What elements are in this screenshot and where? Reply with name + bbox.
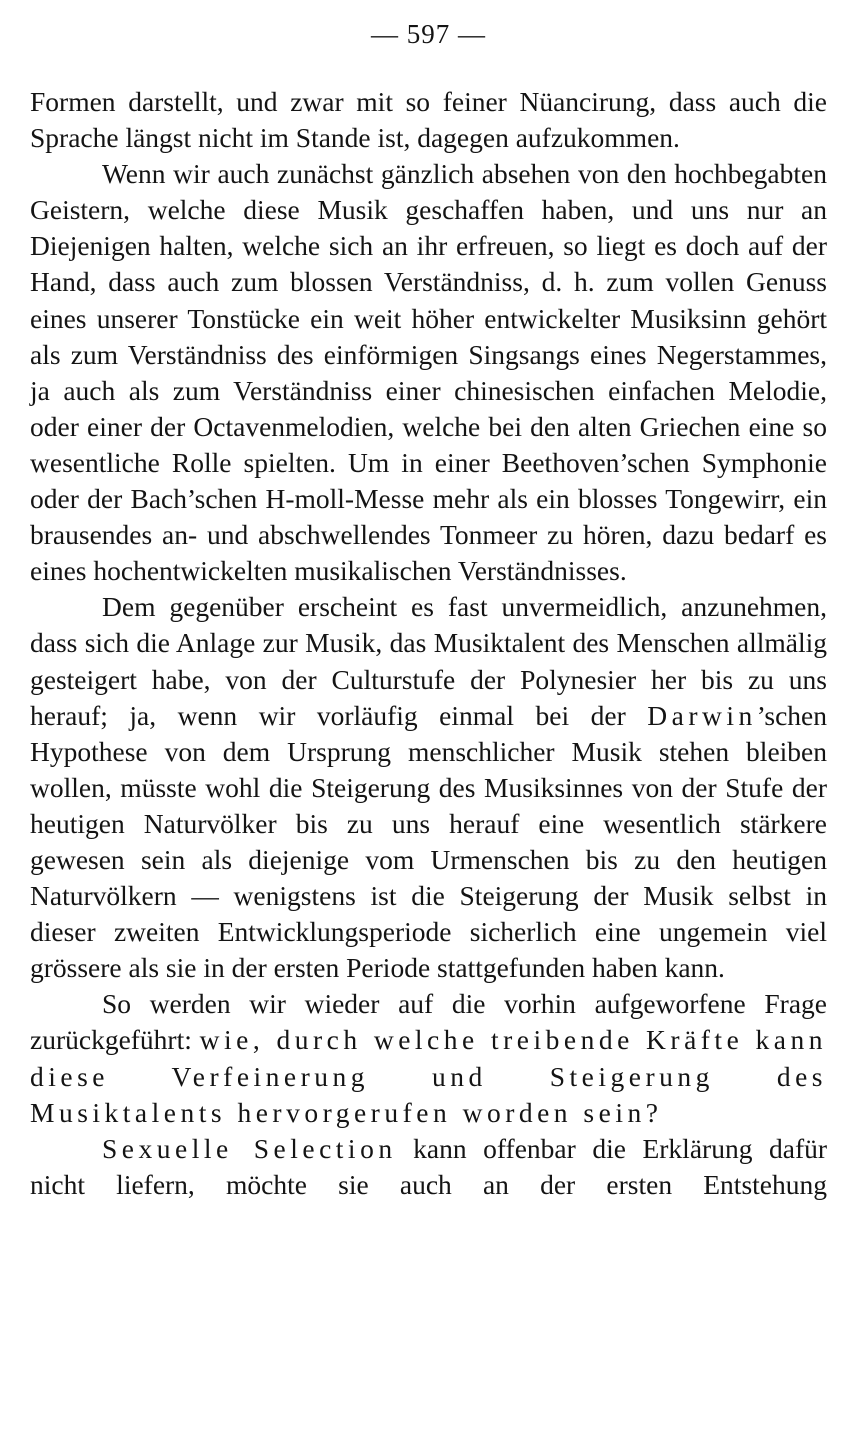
paragraph-1: Formen darstellt, und zwar mit so feiner Nüancirung, dass auch die Sprache längst nicht im Stande ist, dagegen aufzukommen. <box>30 86 827 154</box>
page-number: — 597 — <box>371 19 486 49</box>
paragraph-5 <box>30 1131 827 1203</box>
paragraph-3-text-end: ’schen Hypothese von dem Ursprung menschlicher Musik stehen bleiben wollen, müsste wohl die Steigerung des Musiksinnes von der Stufe der heutigen Naturvölker bis zu uns herauf eine wesentlich stärkere gewesen sein als diejenige vom Urmenschen bis zu den heutigen Naturvölkern — wenigstens ist die Steigerung der Musik selbst in dieser zweiten Entwicklungsperiode sicherlich eine ungemein viel grössere als sie in der ersten Periode stattgefunden haben kann. <box>30 699 828 984</box>
spaced-question: wie, durch welche treibende Kräfte kann diese Verfeinerung und Steigerung des Musiktalents hervorgerufen worden sein? <box>30 1024 827 1128</box>
paragraph-2: Wenn wir auch zunächst gänzlich absehen von den hochbegabten Geistern, welche diese Musik geschaffen haben, und uns nur an Diejenigen halten, welche sich an ihr erfreuen, so liegt es doch auf der Hand, dass auch zum blossen Verständniss, d. h. zum vollen Genuss eines unserer Tonstücke ein weit höher entwickelter Musiksinn gehört als zum Verständniss des einförmigen Singsangs eines Negerstammes, ja auch als zum Verständniss einer chinesischen einfachen Melodie, oder einer der Octavenmelodien, welche bei den alten Griechen eine so wesentliche Rolle spielten. Um in einer Beethoven’schen Symphonie oder der Bach’schen H-moll-Messe mehr als ein blosses Tongewirr, ein brausendes an- und abschwellendes Tonmeer zu hören, dazu bedarf es eines hochentwickelten musikalischen Verständnisses. <box>30 158 827 587</box>
paragraph-3-text-start: Dem gegenüber erscheint es fast unvermeidlich, anzunehmen, dass sich die Anlage zur Musik, das Musiktalent des Menschen allmälig gesteigert habe, von der Culturstufe der Polynesier her bis zu uns herauf; ja, wenn wir vorläufig einmal bei der <box>30 591 827 731</box>
book-page <box>30 14 827 1203</box>
spaced-name-darwin: Darwin <box>647 699 757 731</box>
paragraph-3 <box>30 589 827 986</box>
paragraph-5-text: kann offenbar die Erklärung dafür nicht liefern, möchte sie auch an der ersten Entstehung <box>30 1132 828 1200</box>
paragraph-4 <box>30 986 827 1130</box>
paragraph-4-text-start: So werden wir wieder auf die vorhin aufgeworfene Frage zurückgeführt: <box>30 988 827 1056</box>
spaced-term-sexual-selection: Sexuelle Selection <box>102 1132 397 1164</box>
